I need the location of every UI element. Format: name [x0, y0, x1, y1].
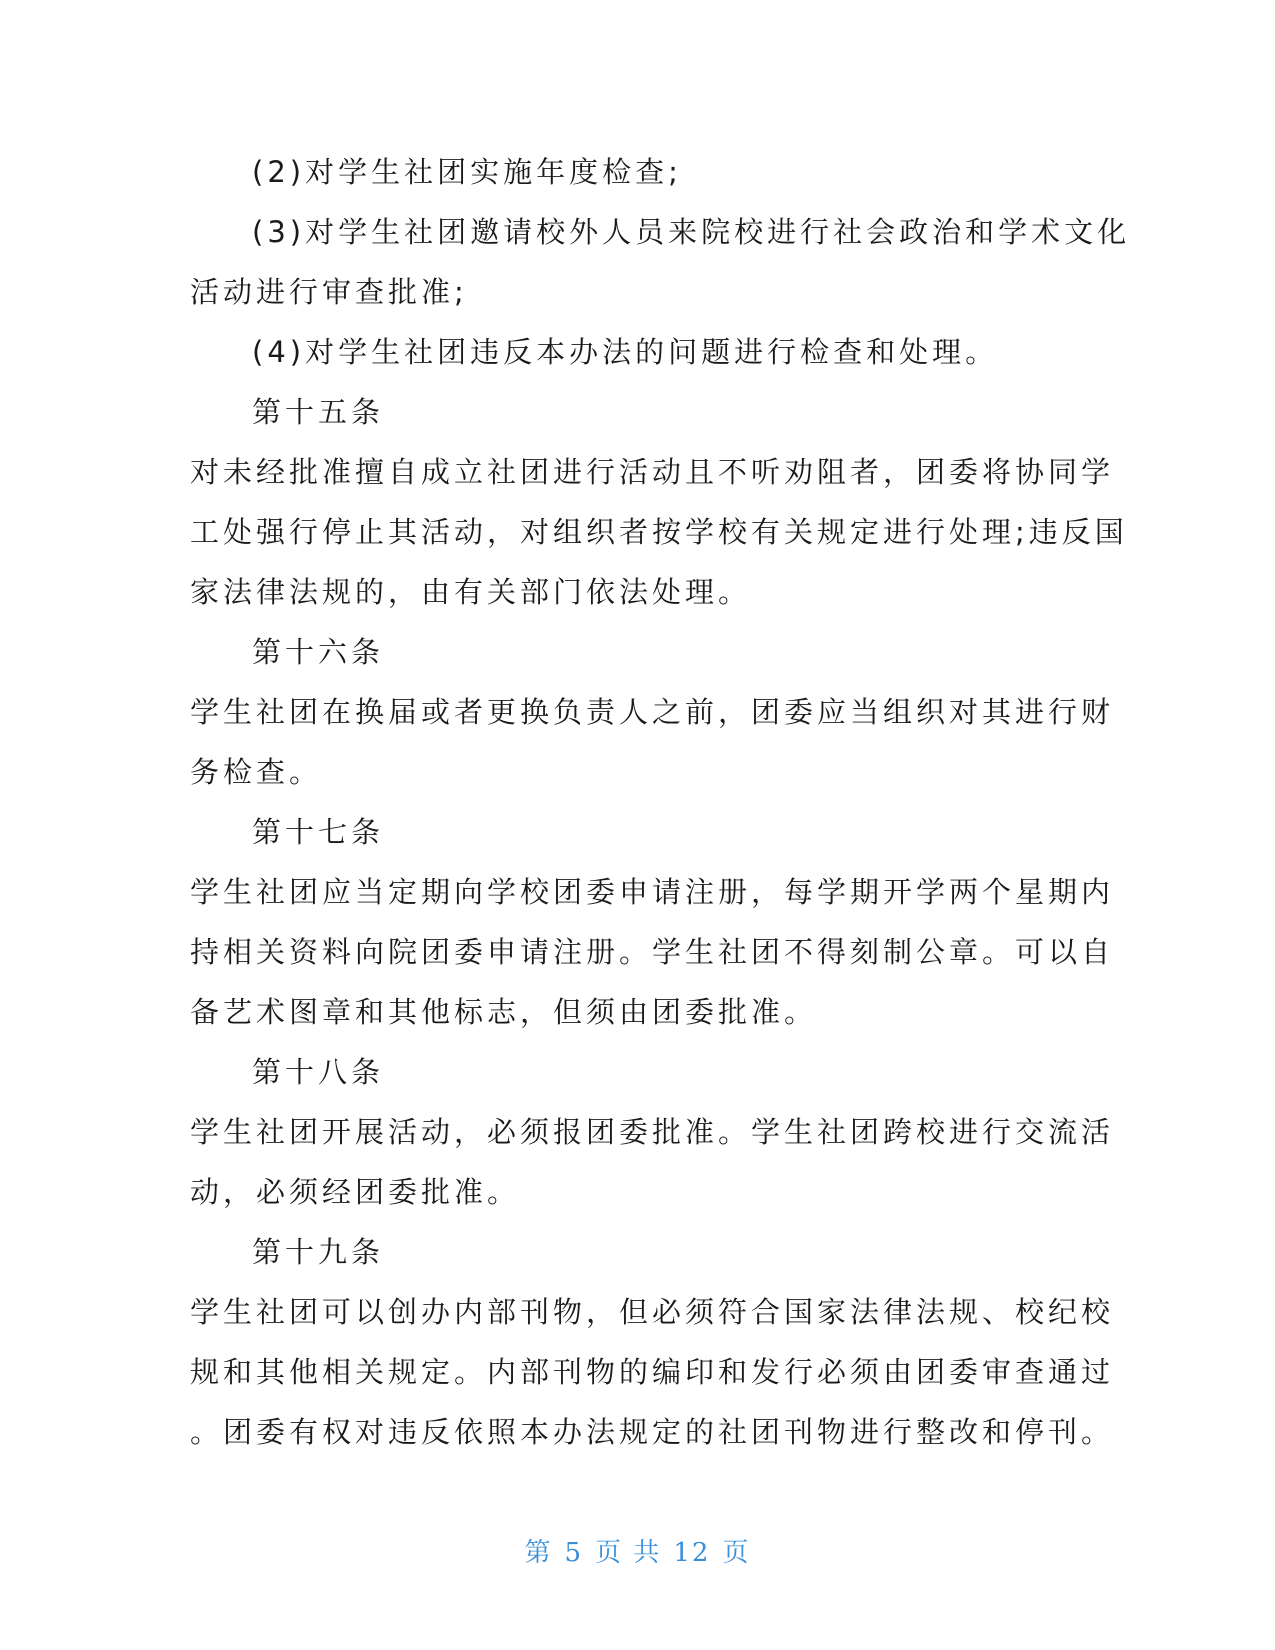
- article-heading: 第十八条: [252, 1055, 385, 1089]
- text-line: 活动进行审查批准;: [190, 275, 468, 309]
- text-line: 备艺术图章和其他标志，但须由团委批准。: [190, 995, 818, 1029]
- text-line: 学生社团在换届或者更换负责人之前，团委应当组织对其进行财: [190, 695, 1115, 729]
- text-line: 工处强行停止其活动，对组织者按学校有关规定进行处理;违反国: [190, 515, 1128, 549]
- text-line: 持相关资料向院团委申请注册。学生社团不得刻制公章。可以自: [190, 935, 1115, 969]
- footer-suffix: 页: [722, 1538, 751, 1568]
- text-line: 学生社团可以创办内部刊物，但必须符合国家法律法规、校纪校: [190, 1295, 1115, 1329]
- total-pages-number: 12: [673, 1538, 711, 1568]
- text-line: 。团委有权对违反依照本办法规定的社团刊物进行整改和停刊。: [190, 1415, 1115, 1449]
- current-page-number: 5: [564, 1538, 584, 1568]
- article-heading: 第十九条: [252, 1235, 385, 1269]
- text-line: 对未经批准擅自成立社团进行活动且不听劝阻者，团委将协同学: [190, 455, 1115, 489]
- text-line: 学生社团应当定期向学校团委申请注册，每学期开学两个星期内: [190, 875, 1115, 909]
- text-line: 学生社团开展活动，必须报团委批准。学生社团跨校进行交流活: [190, 1115, 1115, 1149]
- text-line: (3)对学生社团邀请校外人员来院校进行社会政治和学术文化: [252, 215, 1131, 249]
- article-heading: 第十七条: [252, 815, 385, 849]
- text-line: 动，必须经团委批准。: [190, 1175, 521, 1209]
- page-footer: [0, 1532, 1275, 1569]
- article-heading: 第十六条: [252, 635, 385, 669]
- text-line: 规和其他相关规定。内部刊物的编印和发行必须由团委审查通过: [190, 1355, 1115, 1389]
- text-line: (4)对学生社团违反本办法的问题进行检查和处理。: [252, 335, 999, 369]
- document-body: [190, 142, 1131, 1462]
- article-heading: 第十五条: [252, 395, 385, 429]
- text-line: 家法律法规的，由有关部门依法处理。: [190, 575, 752, 609]
- text-line: (2)对学生社团实施年度检查;: [252, 155, 682, 189]
- footer-prefix: 第: [524, 1538, 553, 1568]
- text-line: 务检查。: [190, 755, 323, 789]
- footer-middle: 页 共: [595, 1538, 662, 1568]
